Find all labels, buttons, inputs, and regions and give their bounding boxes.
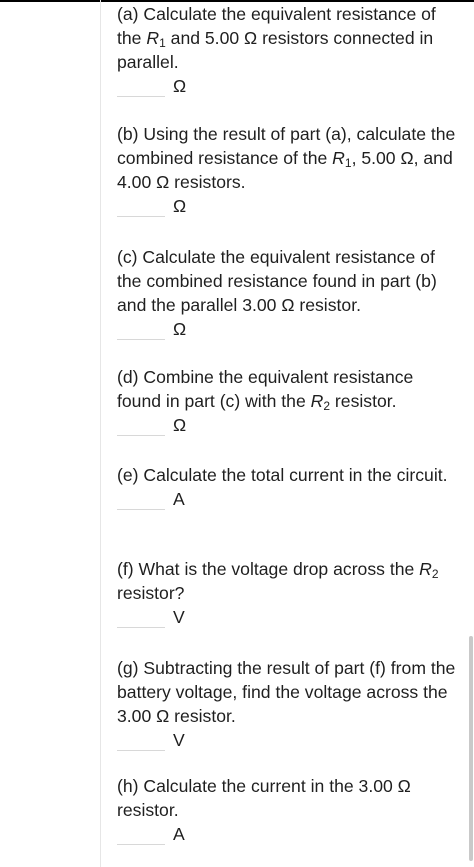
text-segment: resistor. [330, 391, 397, 411]
resistor-subscript: 1 [159, 36, 166, 50]
text-segment: resistor? [117, 583, 185, 603]
text-segment: (c) Calculate the equivalent resistance of the combined resistance found in part (b) and the parallel 3.00 Ω resistor. [117, 247, 437, 315]
question-g [117, 656, 462, 754]
answer-row [117, 74, 462, 100]
text-segment: (e) Calculate the total current in the circuit. [117, 465, 448, 485]
text-segment: (a) Calculate the equivalent resistance of the [117, 4, 436, 48]
question-f [117, 557, 462, 631]
answer-row [117, 487, 462, 513]
unit-label: Ω [173, 415, 187, 435]
text-segment: (d) Combine the equivalent resistance found in part (c) with the [117, 367, 414, 411]
question-d [117, 365, 462, 439]
unit-label: A [173, 824, 185, 844]
text-segment: (f) What is the voltage drop across the [117, 559, 420, 579]
answer-row [117, 605, 462, 631]
text-segment: and 5.00 Ω resistors connected in parallel. [117, 28, 434, 72]
answer-row [117, 317, 462, 343]
answer-row [117, 194, 462, 220]
question-text [117, 557, 462, 605]
question-e [117, 463, 462, 513]
answer-row [117, 728, 462, 754]
question-text [117, 2, 462, 74]
unit-label: V [173, 607, 185, 627]
resistor-symbol: R [419, 559, 432, 579]
unit-label: Ω [173, 196, 187, 216]
answer-input[interactable] [117, 413, 165, 436]
text-segment: (h) Calculate the current in the 3.00 Ω resistor. [117, 776, 411, 820]
question-b [117, 122, 462, 220]
left-border [100, 0, 101, 867]
answer-input[interactable] [117, 317, 165, 340]
unit-label: V [173, 730, 185, 750]
answer-input[interactable] [117, 605, 165, 628]
answer-row [117, 413, 462, 439]
question-text [117, 656, 462, 728]
unit-label: A [173, 489, 185, 509]
question-text [117, 365, 462, 413]
question-h [117, 774, 462, 848]
question-text [117, 774, 462, 822]
unit-label: Ω [173, 319, 187, 339]
scrollbar[interactable] [469, 636, 473, 861]
resistor-subscript: 2 [431, 567, 439, 581]
text-segment: , 5.00 Ω, and 4.00 Ω resistors. [117, 148, 453, 192]
answer-input[interactable] [117, 74, 165, 97]
question-text [117, 122, 462, 194]
resistor-symbol: R [146, 28, 160, 48]
question-c [117, 245, 462, 343]
question-a [117, 2, 462, 100]
resistor-subscript: 1 [344, 156, 352, 170]
answer-input[interactable] [117, 487, 165, 510]
answer-input[interactable] [117, 728, 165, 751]
resistor-subscript: 2 [323, 399, 331, 413]
answer-input[interactable] [117, 194, 165, 217]
question-text [117, 463, 462, 487]
text-segment: (g) Subtracting the result of part (f) from the battery voltage, find the voltage across the 3.00 Ω resistor. [117, 658, 456, 726]
answer-row [117, 822, 462, 848]
resistor-symbol: R [332, 148, 345, 168]
question-text [117, 245, 462, 317]
answer-input[interactable] [117, 822, 165, 845]
unit-label: Ω [173, 76, 187, 96]
text-segment: (b) Using the result of part (a), calculate the combined resistance of the [117, 124, 456, 168]
resistor-symbol: R [310, 391, 324, 411]
